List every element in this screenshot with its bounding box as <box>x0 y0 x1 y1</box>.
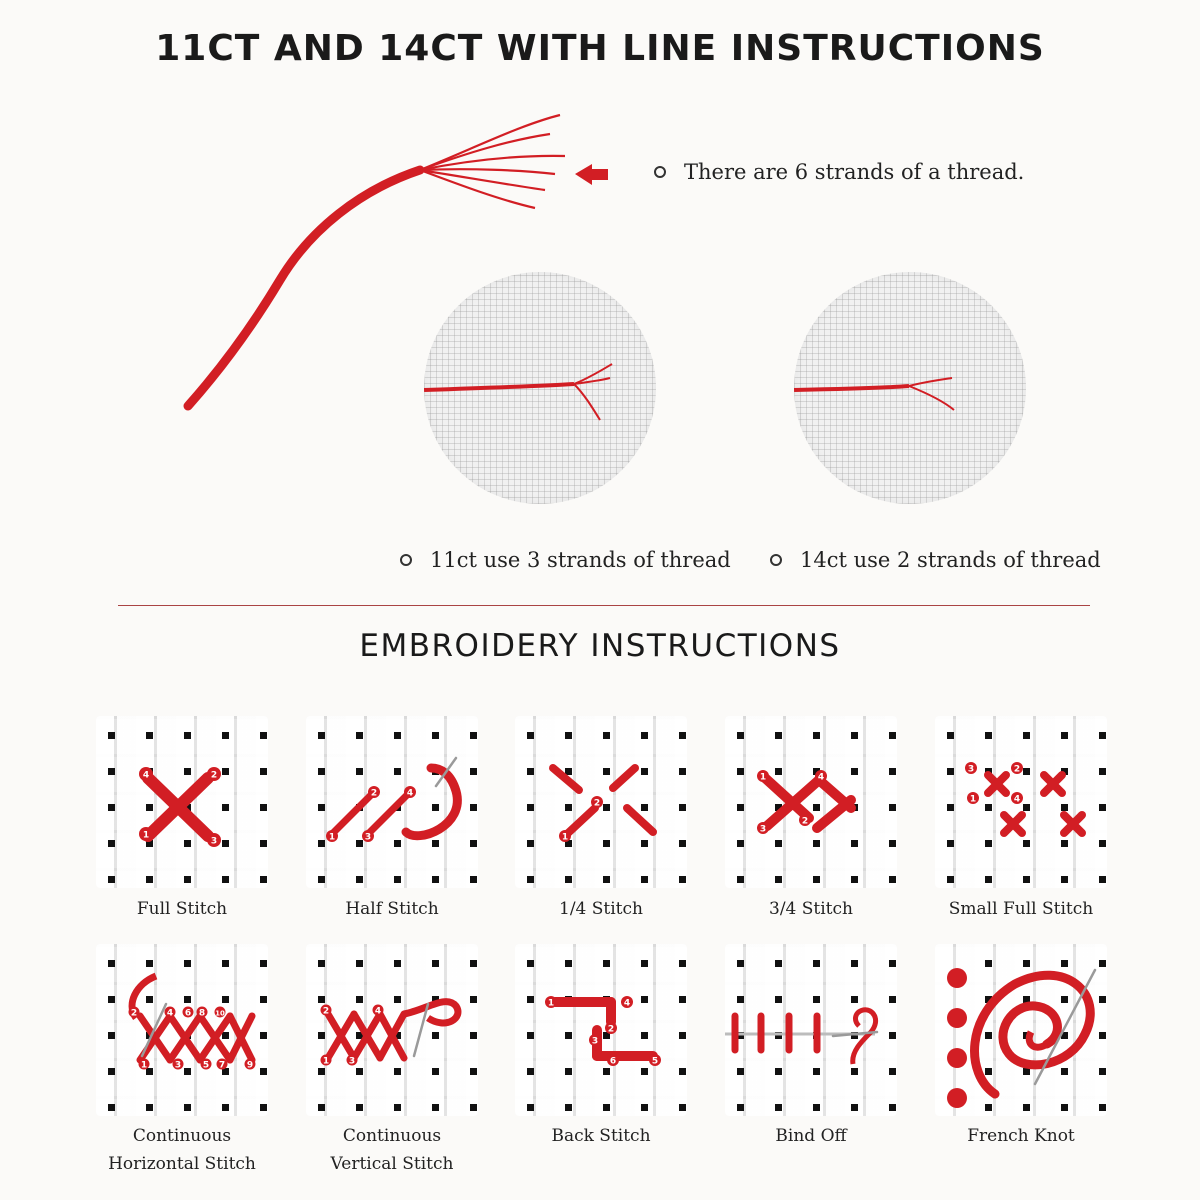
svg-text:1: 1 <box>969 794 977 805</box>
bind-off-icon <box>725 944 897 1116</box>
step-number-badge <box>326 830 338 843</box>
svg-text:4: 4 <box>142 770 150 781</box>
back-stitch-icon <box>515 944 687 1116</box>
svg-text:4: 4 <box>817 772 825 783</box>
step-number-badge <box>757 822 769 835</box>
caption-line: Half Stitch <box>345 899 439 919</box>
svg-text:6: 6 <box>184 1008 192 1019</box>
step-number-badge <box>967 792 979 805</box>
stitch-tile-full <box>96 716 268 888</box>
stitch-tile-french-knot <box>935 944 1107 1116</box>
strands-note <box>654 160 1024 184</box>
caption-line: Horizontal Stitch <box>108 1154 256 1174</box>
stitch-tile-quarter <box>515 716 687 888</box>
note-14ct <box>770 548 1101 572</box>
caption-line: 1/4 Stitch <box>559 899 643 919</box>
bullet-icon <box>770 554 782 566</box>
svg-text:3: 3 <box>591 1036 599 1047</box>
svg-text:1: 1 <box>140 1060 148 1071</box>
half-stitch-icon <box>306 716 478 888</box>
svg-text:3: 3 <box>759 824 767 835</box>
quarter-stitch-icon <box>515 716 687 888</box>
svg-text:5: 5 <box>651 1056 659 1067</box>
stitch-caption <box>711 1122 911 1150</box>
svg-text:4: 4 <box>374 1006 382 1017</box>
svg-text:5: 5 <box>202 1060 210 1071</box>
caption-line: 3/4 Stitch <box>769 899 853 919</box>
stitch-caption <box>292 895 492 923</box>
step-number-badge <box>1011 792 1023 805</box>
step-number-badge <box>321 1055 332 1067</box>
svg-text:4: 4 <box>166 1008 174 1019</box>
svg-text:2: 2 <box>370 788 378 799</box>
stitch-caption <box>501 1122 701 1150</box>
step-number-badge <box>1011 762 1023 775</box>
svg-text:10: 10 <box>215 1009 225 1018</box>
svg-text:3: 3 <box>210 836 218 847</box>
step-number-badge <box>362 830 374 843</box>
svg-text:2: 2 <box>130 1008 138 1019</box>
thread-3-strands-icon <box>424 272 656 504</box>
caption-line: Small Full Stitch <box>948 899 1094 919</box>
svg-text:1: 1 <box>759 772 767 783</box>
caption-line: Full Stitch <box>136 899 228 919</box>
step-number-badge <box>965 762 977 775</box>
stitch-tile-continuous-vertical <box>306 944 478 1116</box>
caption-line: Continuous <box>132 1126 232 1146</box>
note-11ct <box>400 548 731 572</box>
caption-line: Back Stitch <box>551 1126 651 1146</box>
stitch-tile-half <box>306 716 478 888</box>
stitch-caption <box>711 895 911 923</box>
stitch-tile-small-full <box>935 716 1107 888</box>
step-number-badge <box>207 833 221 847</box>
svg-text:2: 2 <box>322 1006 330 1017</box>
bullet-icon <box>400 554 412 566</box>
step-number-badge <box>607 1054 619 1067</box>
svg-text:2: 2 <box>801 816 809 827</box>
fabric-circle-14ct <box>794 272 1026 504</box>
step-number-badge <box>139 827 153 841</box>
three-quarter-stitch-icon <box>725 716 897 888</box>
french-knot-icon <box>935 944 1107 1116</box>
thread-2-strands-icon <box>794 272 1026 504</box>
svg-text:4: 4 <box>1013 794 1021 805</box>
strands-note-text: There are 6 strands of a thread. <box>684 160 1025 184</box>
caption-line: French Knot <box>967 1126 1075 1146</box>
step-number-badge <box>173 1059 184 1071</box>
svg-text:9: 9 <box>246 1060 254 1071</box>
svg-text:2: 2 <box>593 798 601 809</box>
step-number-badge <box>649 1054 661 1067</box>
svg-text:4: 4 <box>623 998 631 1009</box>
step-number-badge <box>207 767 221 781</box>
stitch-tile-continuous-horizontal <box>96 944 268 1116</box>
stitch-caption <box>921 895 1121 923</box>
continuous-horizontal-stitch-icon <box>96 944 268 1116</box>
caption-line: Vertical Stitch <box>330 1154 454 1174</box>
step-number-badge <box>139 767 153 781</box>
svg-text:1: 1 <box>142 830 150 841</box>
svg-text:7: 7 <box>218 1060 226 1071</box>
step-number-badge <box>799 814 811 827</box>
page-title: 11CT AND 14CT WITH LINE INSTRUCTIONS <box>155 28 1045 69</box>
caption-line: Continuous <box>342 1126 442 1146</box>
svg-text:2: 2 <box>1013 764 1021 775</box>
svg-text:6: 6 <box>609 1056 617 1067</box>
stitch-caption <box>292 1122 492 1178</box>
stitch-tile-three-quarter <box>725 716 897 888</box>
svg-text:2: 2 <box>607 1024 615 1035</box>
continuous-vertical-stitch-icon <box>306 944 478 1116</box>
svg-text:3: 3 <box>348 1056 356 1067</box>
bullet-icon <box>654 166 666 178</box>
svg-text:1: 1 <box>322 1056 330 1067</box>
stitch-caption <box>82 895 282 923</box>
fabric-circle-11ct <box>424 272 656 504</box>
step-number-badge <box>245 1059 256 1071</box>
stitch-tile-back <box>515 944 687 1116</box>
section-divider <box>118 605 1090 606</box>
note-11ct-text: 11ct use 3 strands of thread <box>430 548 731 572</box>
step-number-badge <box>621 996 633 1009</box>
section-title: EMBROIDERY INSTRUCTIONS <box>359 628 841 664</box>
small-full-stitch-icon <box>935 716 1107 888</box>
svg-text:1: 1 <box>547 998 555 1009</box>
stitch-caption <box>82 1122 282 1178</box>
full-stitch-icon <box>96 716 268 888</box>
step-number-badge <box>347 1055 358 1067</box>
stitch-tile-bind-off <box>725 944 897 1116</box>
step-number-badge <box>215 1007 226 1018</box>
stitch-caption <box>921 1122 1121 1150</box>
caption-line: Bind Off <box>775 1126 847 1146</box>
svg-text:2: 2 <box>210 770 218 781</box>
note-14ct-text: 14ct use 2 strands of thread <box>800 548 1101 572</box>
svg-text:1: 1 <box>328 832 336 843</box>
pointer-arrow-icon <box>575 164 608 185</box>
step-number-badge <box>183 1007 194 1019</box>
svg-text:4: 4 <box>406 788 414 799</box>
stitch-caption <box>501 895 701 923</box>
svg-text:8: 8 <box>198 1008 206 1019</box>
step-number-badge <box>201 1059 212 1071</box>
svg-text:3: 3 <box>364 832 372 843</box>
svg-text:1: 1 <box>561 832 569 843</box>
svg-text:3: 3 <box>174 1060 182 1071</box>
svg-text:3: 3 <box>967 764 975 775</box>
step-number-badge <box>197 1007 208 1019</box>
